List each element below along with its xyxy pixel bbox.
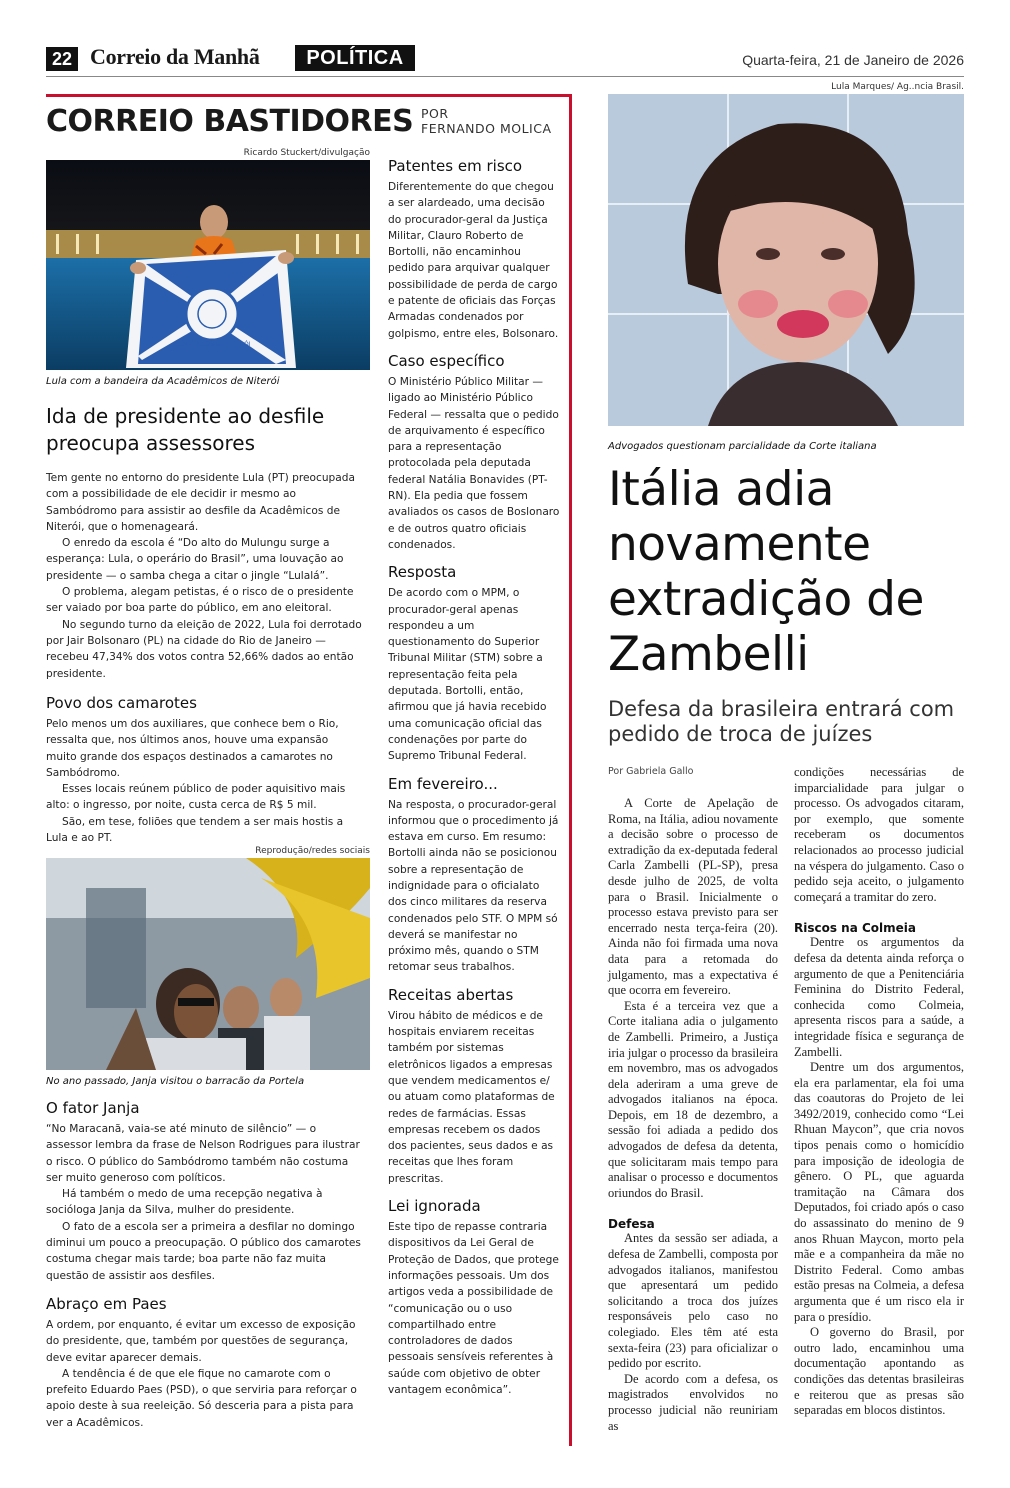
- main-c1-p3: Antes da sessão ser adiada, a defesa de Zambelli, composta por advogados italianos, manifestou que apresentará um pedido solicitando a troca dos juízes responsáveis pelo caso no colegiado. Eles têm até esta sexta-feira (23) para oficializar o pedido por escrito.: [608, 1231, 778, 1371]
- dateline: Quarta-feira, 21 de Janeiro de 2026: [742, 52, 964, 68]
- story2-p2: Há também o medo de uma recepção negativa à socióloga Janja da Silva, mulher do presidente.: [46, 1188, 323, 1217]
- sidebar-note-text: Diferentemente do que chegou a ser alardeado, uma decisão do procurador-geral da Justiça Militar, Clauro Roberto de Bortolli, não encaminhou pedido para arquivar qualquer possibilidade de perda de cargo e patente de oficiais das Forças Armadas condenados por golpismo, entre eles, Bolsonaro.: [388, 181, 559, 340]
- newspaper-name: Correio da Manhã: [90, 44, 260, 69]
- story1-sub-p1: Pelo menos um dos auxiliares, que conhece bem o Rio, ressalta que, nos últimos anos, houve uma expansão muito grande dos espaços destinados a camarotes no Sambódromo.: [46, 718, 339, 779]
- photo1-credit: Ricardo Stuckert/divulgação: [243, 148, 370, 158]
- sidebar-note-title: Lei ignorada: [388, 1197, 481, 1216]
- main-deck: Defesa da brasileira entrará com pedido de troca de juízes: [608, 697, 955, 746]
- main-c1-p1: A Corte de Apelação de Roma, na Itália, adiou novamente a decisão sobre o processo de extradição da ex-deputada federal Carla Zambelli (PL-SP), presa desde julho de 2025, de volta para o Brasil. Inicialmente o processo estava previsto para ser encerrado nesta terça-feira (20). Ainda não foi firmada uma nova data para a retomada do julgamento, mas a expectativa é que ocorra em fevereiro.: [608, 796, 778, 998]
- sidebar-note: [388, 157, 560, 342]
- sidebar-note-title: Caso específico: [388, 351, 505, 370]
- story1-p3: O problema, alegam petistas, é o risco de o presidente ser vaiado por boa parte do público, em ano eleitoral.: [46, 586, 354, 615]
- byline-by: POR: [421, 106, 449, 121]
- story2-sub-p2: A tendência é de que ele fique no camarote com o prefeito Eduardo Paes (PSD), o que serviria para reforçar o apoio deste à sua reeleição. Só desceria para a pista para ver a Acadêmicos.: [46, 1367, 357, 1429]
- header-rule: [46, 76, 964, 77]
- sidebar-note-title: Patentes em risco: [388, 157, 523, 175]
- sidebar-note: [388, 775, 560, 976]
- photo-janja-portela: [46, 858, 370, 1070]
- main-column-2: [794, 765, 964, 1419]
- main-author: Por Gabriela Gallo: [608, 766, 694, 777]
- story1-body: [46, 470, 362, 682]
- section-label: POLÍTICA: [295, 45, 415, 71]
- story2-body: [46, 1121, 362, 1284]
- photo2-credit: Reprodução/redes sociais: [255, 846, 370, 856]
- story2-sub-p1: A ordem, por enquanto, é evitar um excesso de exposição do presidente, que, também por questões de segurança, deve evitar aparecer demais.: [46, 1319, 356, 1364]
- column-byline: [421, 106, 552, 136]
- main-column-1: [608, 796, 778, 1434]
- sidebar-note-text: O Ministério Público Militar — ligado ao Ministério Público Federal — ressalta que o pedido de arquivamento é específico para a representação protocolada pela deputada federal Natália Bonavides (PT-RN). Ela pedia que fossem avaliados os casos de Boslonaro e de outros quatro oficiais condenados.: [388, 375, 560, 551]
- sidebar-note-text: Virou hábito de médicos e de hospitais enviarem receitas também por sistemas eletrônicos ligados a empresas que vendem medicamentos e/ ou atuam como plataformas de redes de farmácias. Essas empresas recebem os dados dos pacientes, seus dados e as receitas que lhes foram prescritas.: [388, 1009, 555, 1185]
- story1-p4: No segundo turno da eleição de 2022, Lula foi derrotado por Jair Bolsonaro (PL) na cidade do Rio de Janeiro — recebeu 47,34% dos votos contra 52,66% dados ao então presidente.: [46, 618, 362, 680]
- main-photo-credit: Lula Marques/ Ag..ncia Brasil.: [831, 82, 964, 92]
- column-frame-right: [569, 94, 572, 1446]
- story1-headline: Ida de presidente ao desfile preocupa assessores: [46, 404, 325, 455]
- main-headline: Itália adia novamente extradição de Zambelli: [608, 462, 924, 682]
- story2-subhead2: Abraço em Paes: [46, 1295, 167, 1313]
- story1-p1: Tem gente no entorno do presidente Lula (PT) preocupada com a possibilidade de ele decidir ir mesmo ao Sambódromo para assistir ao desfile da Acadêmicos de Niterói, que o homenageará.: [46, 472, 355, 533]
- main-c2-p3: Dentre um dos argumentos, ela era parlamentar, ela foi uma das coautoras do Projeto de lei 3492/2019, conhecido como “Lei Rhuan Maycon”, que cria novos tipos penais como o homicídio para imposição de ideologia de gênero. O PL, que aguarda tramitação na Câmara dos Deputados, foi criado após o caso do assassinato do menino de 9 anos Rhuan Maycon, morto pela mãe e a companheira da mãe no Distrito Federal. Como ambas estão presas na Colmeia, a defesa argumenta que é um risco ela ir para o presídio.: [794, 1060, 964, 1324]
- story1-subhead: Povo dos camarotes: [46, 694, 197, 712]
- main-c2-subhead: Riscos na Colmeia: [794, 921, 917, 936]
- story2-sub-body: [46, 1317, 362, 1431]
- flag-text: ACADÊMICOS DE NITERÓI: [173, 341, 251, 348]
- story2-p3: O fato de a escola ser a primeira a desfilar no domingo diminui um pouco a preocupação. O público dos camarotes costuma chegar mais tarde; boa parte não faz muita questão de assistir aos desfiles.: [46, 1220, 361, 1282]
- photo2-illustration: [46, 858, 370, 1070]
- story1-sub-body: [46, 716, 362, 846]
- page-number: 22: [46, 47, 78, 71]
- photo-zambelli-video: [608, 94, 964, 426]
- sidebar-note-title: Em fevereiro...: [388, 774, 498, 793]
- main-c1-p2: Esta é a terceira vez que a Corte italiana adia o julgamento de Zambelli. Primeiro, a Justiça iria julgar o processo da brasileira em novembro, mas os advogados dela aderiram a uma greve de advogados italianos na época. Depois, em 18 de dezembro, a sessão foi adiada a pedido dos advogados de defesa da detenta, que solicitaram mais tempo para analisar o processo e documentos oriundos do Brasil.: [608, 998, 778, 1200]
- main-c2-p4: O governo do Brasil, por outro lado, encaminhou uma documentação apontando as condições das detentas brasileiras e reiterou que as presas são separadas em blocos distintos.: [794, 1325, 964, 1418]
- story1-p2: O enredo da escola é “Do alto do Mulungu surge a esperança: Lula, o operário do Brasil”, uma louvação ao presidente — o samba chega a citar o jingle “Lulalá”.: [46, 537, 344, 582]
- main-c1-subhead: Defesa: [608, 1217, 655, 1232]
- column-frame-top: [46, 94, 570, 97]
- photo1-illustration: [46, 160, 370, 370]
- sidebar-note-text: De acordo com o MPM, o procurador-geral apenas respondeu a um questionamento do Superior Tribunal Militar (STM) sobre a representação feita pela deputada. Bortolli, então, afirmou que já havia recebido uma comunicação oficial das condenações por parte do Supremo Tribunal Federal.: [388, 587, 547, 763]
- sidebar-note: [388, 563, 560, 764]
- sidebar-note-text: Na resposta, o procurador-geral informou que o procedimento já estava em curso. Em resumo: Bortolli ainda não se posicionou sobre a representação de indignidade para o oficialato dos cinco militares da reserva condenados pelo STF. O MPM só deverá se manifestar no próximo mês, quando o STM retomar seus trabalhos.: [388, 798, 559, 974]
- sidebar-note-title: Resposta: [388, 563, 457, 582]
- story2-subhead: O fator Janja: [46, 1099, 140, 1117]
- main-c1-p4: De acordo com a defesa, os magistrados envolvidos no processo judicial não reuniriam as: [608, 1371, 778, 1433]
- sidebar-note: [388, 1197, 560, 1398]
- sidebar-note-text: Este tipo de repasse contraria dispositivos da Lei Geral de Proteção de Dados, que protege informações pessoais. Um dos artigos veda a possibilidade de “comunicação ou o uso compartilhado entre controladores de dados pessoais sensíveis referentes à saúde com objetivo de obter vantagem econômica”.: [388, 1221, 559, 1396]
- main-c2-p2: Dentre os argumentos da defesa da detenta ainda reforça o argumento de que a Penitenciária Feminina do Distrito Federal, conhecida como Colmeia, apresenta riscos para a saúde, a integridade física e segurança de Zambelli.: [794, 935, 964, 1059]
- photo-lula-flag: [46, 160, 370, 370]
- photo2-caption: No ano passado, Janja visitou o barracão da Portela: [46, 1076, 305, 1087]
- main-photo-illustration: [608, 94, 964, 426]
- photo1-caption: Lula com a bandeira da Acadêmicos de Niterói: [46, 376, 280, 387]
- story1-sub-p2: Esses locais reúnem público de poder aquisitivo mais alto: o ingresso, por noite, custa cerca de R$ 5 mil.: [46, 783, 346, 812]
- column-title: CORREIO BASTIDORES: [46, 104, 414, 139]
- sidebar-note: [388, 352, 560, 553]
- sidebar-notes: [388, 157, 560, 1398]
- sidebar-note: [388, 986, 560, 1187]
- byline-name: FERNANDO MOLICA: [421, 121, 552, 136]
- story1-sub-p3: São, em tese, foliões que tendem a ser mais hostis a Lula e ao PT.: [46, 815, 344, 845]
- sidebar-note-title: Receitas abertas: [388, 985, 514, 1004]
- story2-p1: “No Maracanã, vaia-se até minuto de silêncio” — o assessor lembra da frase de Nelson Rodrigues para ilustrar o risco. O público do Sambódromo também não costuma ser muito generoso com políticos.: [46, 1123, 360, 1184]
- main-photo-caption: Advogados questionam parcialidade da Corte italiana: [608, 441, 877, 452]
- main-c2-p1: condições necessárias de imparcialidade para julgar o processo. Os advogados citaram, por exemplo, que somente receberam os documentos relacionados ao processo judicial na véspera do julgamento. Caso o pedido seja aceito, o julgamento começará a tramitar do zero.: [794, 765, 964, 904]
